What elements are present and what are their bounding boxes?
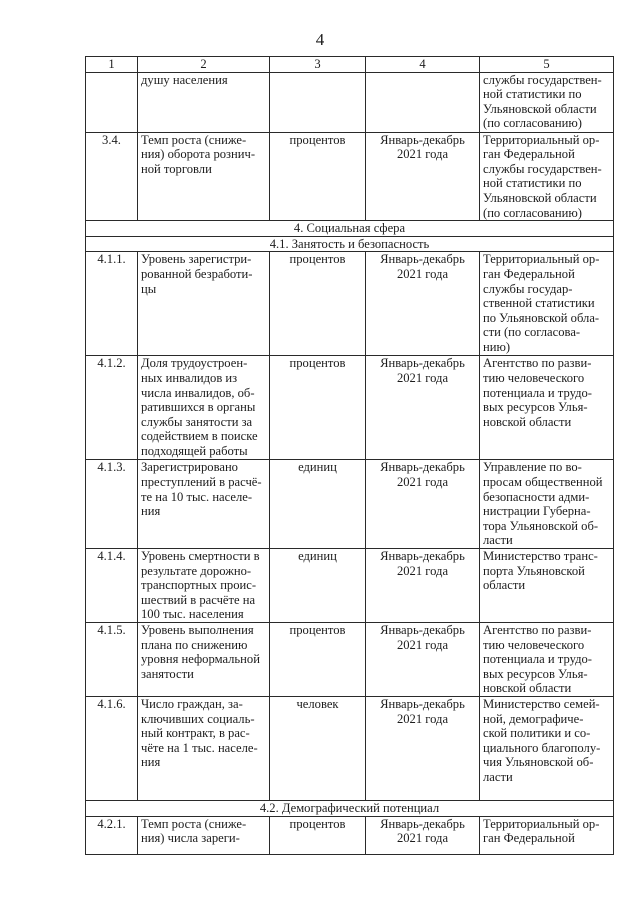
unit: процентов (289, 252, 346, 267)
unit: процентов (289, 132, 346, 147)
data-source: Агентство по разви- тию человеческого потенциала и трудо- вых ресурсов Улья- новской области (483, 622, 592, 696)
table-row (86, 72, 614, 132)
unit: единиц (298, 460, 337, 475)
indicator-name: душу населения (141, 72, 228, 87)
data-source: Агентство по разви- тию человеческого потенциала и трудо- вых ресурсов Улья- новской области (483, 356, 592, 429)
unit: процентов (289, 622, 346, 637)
period: Январь-декабрь 2021 года (380, 548, 465, 578)
period: Январь-декабрь 2021 года (380, 356, 465, 385)
row-number: 4.1.2. (97, 356, 126, 371)
indicator-name: Число граждан, за- ключивших социаль- ный контракт, в рас- чёте на 1 тыс. населе- ния (141, 696, 258, 770)
section-title: 4.2. Демографический потенциал (86, 800, 614, 816)
unit: процентов (289, 356, 346, 371)
row-number: 4.1.6. (97, 696, 126, 711)
indicator-name: Темп роста (сниже- ния) оборота рознич- ной торговли (141, 132, 256, 176)
column-number: 4 (366, 57, 480, 73)
data-source: Министерство транс- порта Ульяновской области (483, 548, 598, 593)
row-number: 4.1.3. (97, 460, 126, 475)
section-row (86, 800, 614, 816)
data-source: Территориальный ор- ган Федеральной службы государствен- ной статистики по Ульяновской области (по согласованию) (483, 132, 602, 220)
indicator-name: Зарегистрировано преступлений в расчё- те на 10 тыс. населе- ния (141, 460, 262, 519)
data-source: службы государствен- ной статистики по Ульяновской области (по согласованию) (483, 72, 602, 131)
unit: человек (296, 696, 339, 711)
column-number: 5 (480, 57, 614, 73)
period: Январь-декабрь 2021 года (380, 132, 465, 162)
unit: единиц (298, 548, 337, 563)
table-row (86, 696, 614, 800)
table-row (86, 622, 614, 696)
period: Январь-декабрь 2021 года (380, 696, 465, 726)
row-number: 4.2.1. (97, 816, 126, 831)
indicator-name: Уровень зарегистри- рованной безработи- цы (141, 252, 253, 296)
data-source: Министерство семей- ной, демографиче- ской политики и со- циального благополу- чия Ульяновской об- ласти (483, 696, 601, 784)
unit: процентов (289, 816, 346, 831)
section-title: 4. Социальная сфера (86, 221, 614, 237)
column-number: 1 (86, 57, 138, 73)
column-number: 2 (138, 57, 270, 73)
period: Январь-декабрь 2021 года (380, 622, 465, 652)
table-row (86, 252, 614, 356)
table-row (86, 356, 614, 460)
period: Январь-декабрь 2021 года (380, 252, 465, 281)
table-row (86, 132, 614, 221)
page-number: 4 (315, 30, 325, 49)
table-row (86, 816, 614, 854)
row-number: 3.4. (102, 132, 121, 147)
data-source: Территориальный ор- ган Федеральной (483, 816, 600, 846)
indicator-name: Доля трудоустроен- ных инвалидов из числа инвалидов, об- ратившихся в органы службы занятости за содействием в поиске подходящей работы (141, 356, 258, 458)
table-row (86, 548, 614, 622)
table-row (86, 460, 614, 549)
column-number-row (86, 57, 614, 73)
column-number: 3 (270, 57, 366, 73)
indicators-table (85, 56, 614, 855)
row-number: 4.1.5. (97, 622, 126, 637)
data-source: Управление по во- просам общественной безопасности адми- нистрации Губерна- тора Ульяновской об- ласти (483, 460, 603, 548)
section-row (86, 221, 614, 237)
indicator-name: Темп роста (сниже- ния) числа зареги- (141, 816, 247, 846)
row-number: 4.1.4. (97, 548, 126, 563)
section-row (86, 236, 614, 252)
data-source: Территориальный ор- ган Федеральной службы государ- ственной статистики по Ульяновской обла- сти (по согласова- нию) (483, 252, 600, 354)
section-title: 4.1. Занятость и безопасность (86, 236, 614, 252)
indicator-name: Уровень смертности в результате дорожно- транспортных проис- шествий в расчёте на 100 тыс. населения (141, 548, 260, 622)
indicator-name: Уровень выполнения плана по снижению уровня неформальной занятости (141, 622, 260, 681)
period: Январь-декабрь 2021 года (380, 816, 465, 846)
period: Январь-декабрь 2021 года (380, 460, 465, 489)
row-number: 4.1.1. (97, 252, 126, 267)
